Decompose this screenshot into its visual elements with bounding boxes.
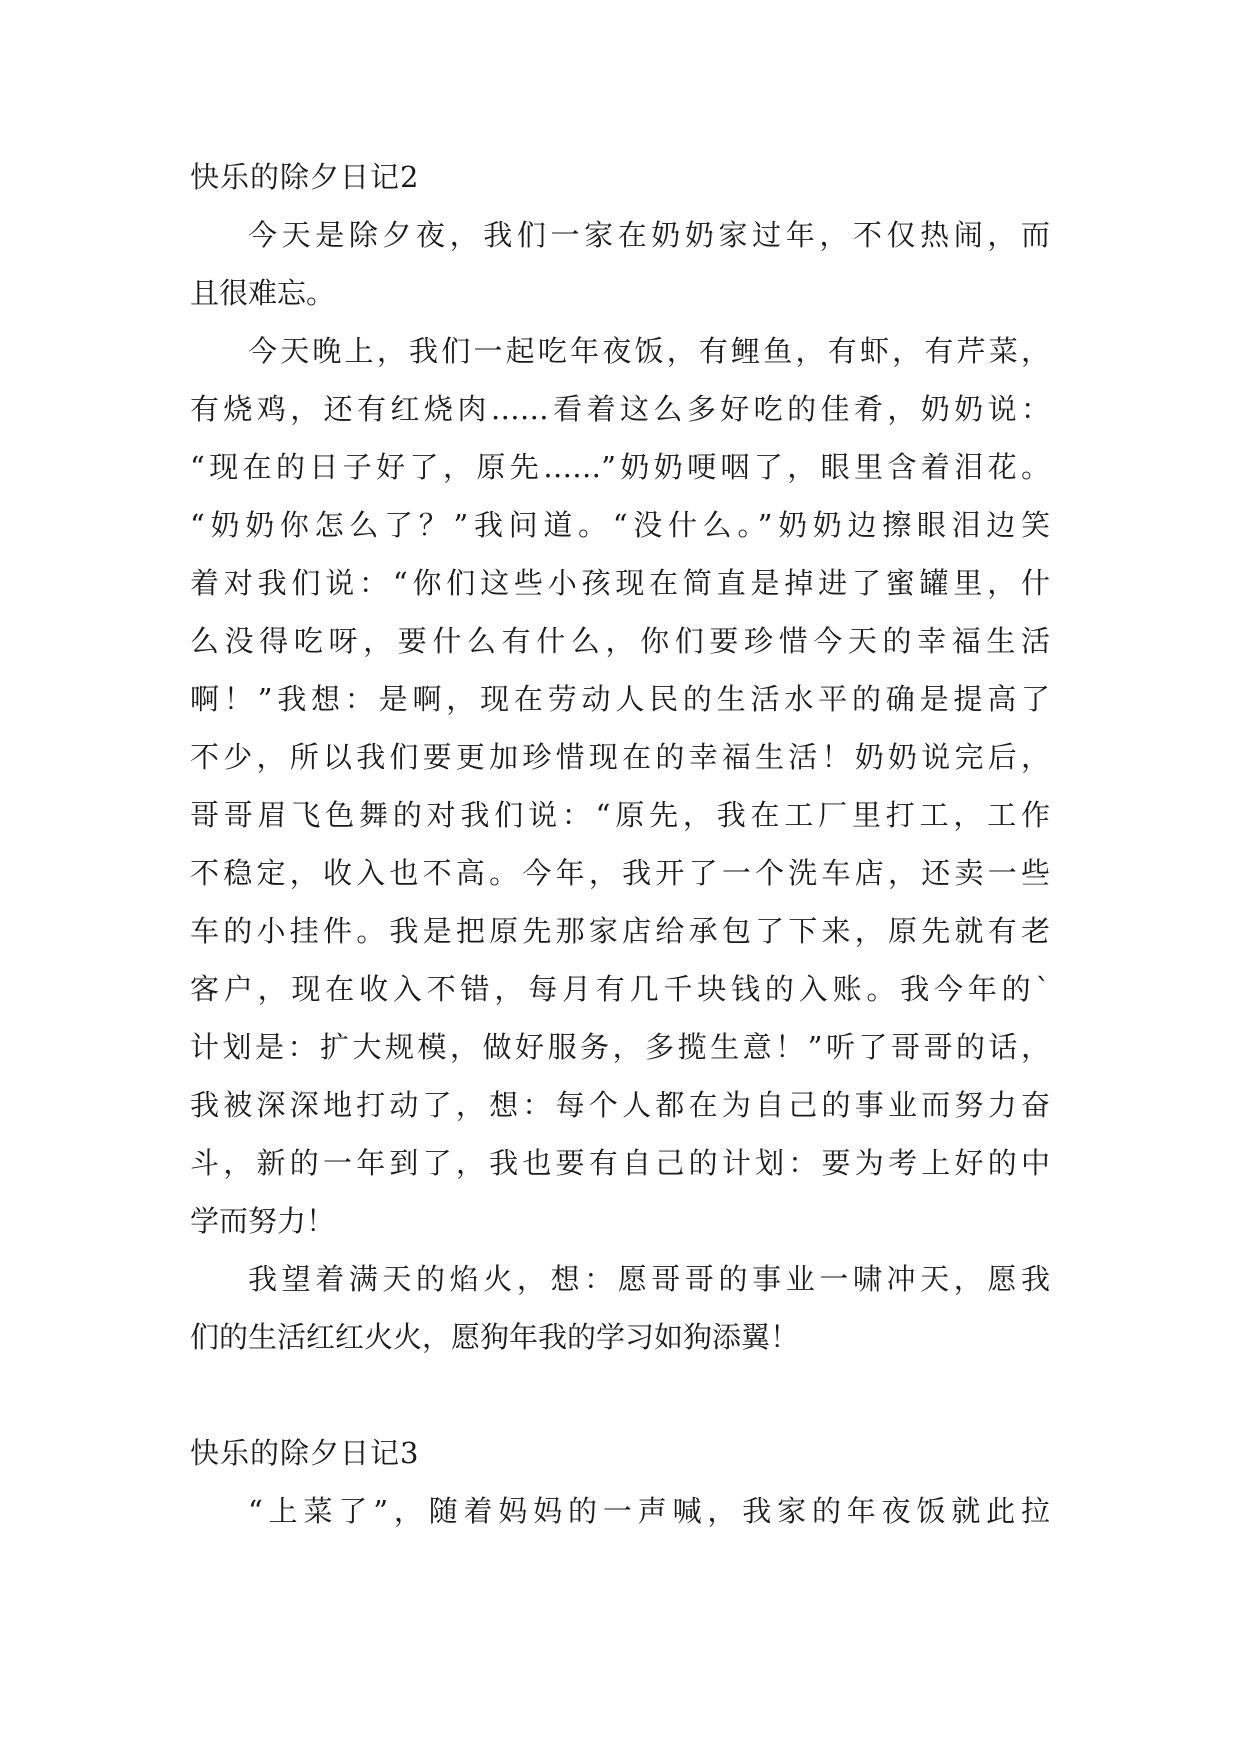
paragraph-line: 今天是除夕夜，我们一家在奶奶家过年，不仅热闹，而 xyxy=(248,218,1050,252)
paragraph-line: 我被深深地打动了，想：每个人都在为自己的事业而努力奋 xyxy=(190,1088,1050,1122)
paragraph-line: “现在的日子好了，原先……”奶奶哽咽了，眼里含着泪花。 xyxy=(190,450,1050,484)
paragraph-line: 我望着满天的焰火，想：愿哥哥的事业一啸冲天，愿我 xyxy=(248,1262,1050,1296)
paragraph-line: 车的小挂件。我是把原先那家店给承包了下来，原先就有老 xyxy=(190,914,1050,948)
paragraph-line: 有烧鸡，还有红烧肉……看着这么多好吃的佳肴，奶奶说： xyxy=(190,392,1050,426)
paragraph-line: 着对我们说：“你们这些小孩现在简直是掉进了蜜罐里，什 xyxy=(190,566,1050,600)
paragraph-line: 们的生活红红火火，愿狗年我的学习如狗添翼！ xyxy=(190,1320,800,1354)
paragraph-line: 么没得吃呀，要什么有什么，你们要珍惜今天的幸福生活 xyxy=(190,624,1050,658)
paragraph-line: 不稳定，收入也不高。今年，我开了一个洗车店，还卖一些 xyxy=(190,856,1050,890)
paragraph-line: “奶奶你怎么了？”我问道。“没什么。”奶奶边擦眼泪边笑 xyxy=(190,508,1050,542)
paragraph-line: “上菜了”，随着妈妈的一声喊，我家的年夜饭就此拉 xyxy=(248,1494,1050,1528)
paragraph-line: 哥哥眉飞色舞的对我们说：“原先，我在工厂里打工，工作 xyxy=(190,798,1050,832)
paragraph-line: 学而努力！ xyxy=(190,1204,336,1238)
paragraph-line: 客户，现在收入不错，每月有几千块钱的入账。我今年的` xyxy=(190,972,1050,1006)
section-heading: 快乐的除夕日记3 xyxy=(190,1436,420,1470)
paragraph-line: 今天晚上，我们一起吃年夜饭，有鲤鱼，有虾，有芹菜， xyxy=(248,334,1050,368)
paragraph-line: 啊！”我想：是啊，现在劳动人民的生活水平的确是提高了 xyxy=(190,682,1050,716)
paragraph-line: 计划是：扩大规模，做好服务，多揽生意！”听了哥哥的话， xyxy=(190,1030,1050,1064)
document-body xyxy=(190,148,1050,1540)
paragraph-line: 斗，新的一年到了，我也要有自己的计划：要为考上好的中 xyxy=(190,1146,1050,1180)
paragraph-line: 不少，所以我们要更加珍惜现在的幸福生活！奶奶说完后， xyxy=(190,740,1050,774)
section-heading: 快乐的除夕日记2 xyxy=(190,160,420,194)
section-gap xyxy=(190,1366,1050,1424)
paragraph-line: 且很难忘。 xyxy=(190,276,336,310)
